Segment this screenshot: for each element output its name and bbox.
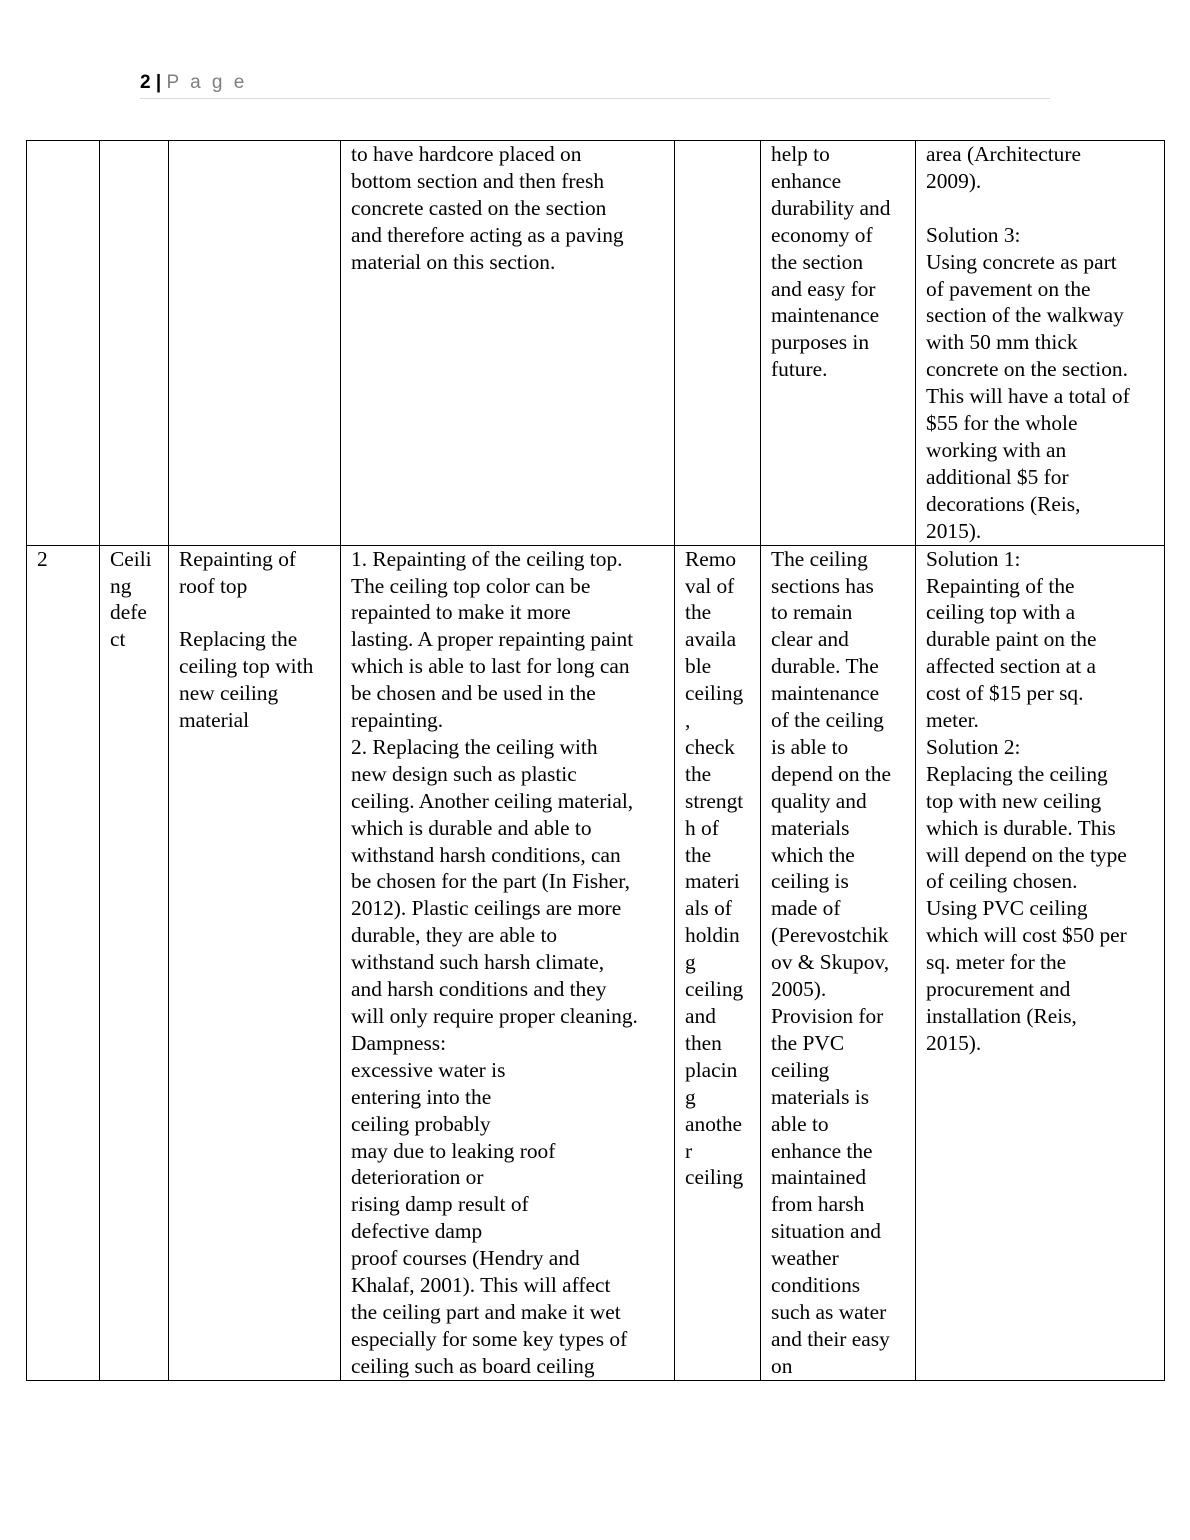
cell-description: to have hardcore placed on bottom section and then fresh concrete casted on the section and therefore acting as a paving material on this section. [341, 141, 675, 546]
page-label: P a g e [166, 72, 248, 93]
cell-procedure [675, 141, 761, 546]
page-number: 2 [140, 72, 151, 93]
cell-element [100, 141, 169, 546]
cell-benefits: The ceiling sections has to remain clear and durable. The maintenance of the ceiling is able to depend on the quality and materials which the ceiling is made of (Perevostchik ov & Skupov, 2005). Provision for the PVC ceiling materials is able to enhance the maintained from harsh situation and weather conditions such as water and their easy on [761, 545, 916, 1380]
cell-procedure: Remo val of the availa ble ceiling , check the strengt h of the materi als of holdin g ceiling and then placin g anothe r ceiling [675, 545, 761, 1380]
cell-description: 1. Repainting of the ceiling top. The ceiling top color can be repainted to make it more lasting. A proper repainting paint which is able to last for long can be chosen and be used in the repainting. 2. Replacing the ceiling with new design such as plastic ceiling. Another ceiling material, which is durable and able to withstand harsh conditions, can be chosen for the part (In Fisher, 2012). Plastic ceilings are more durable, they are able to withstand such harsh climate, and harsh conditions and they will only require proper cleaning. Dampness: excessive water is entering into the ceiling probably may due to leaking roof deterioration or rising damp result of defective damp proof courses (Hendry and Khalaf, 2001). This will affect the ceiling part and make it wet especially for some key types of ceiling such as board ceiling [341, 545, 675, 1380]
cell-benefits: help to enhance durability and economy of the section and easy for maintenance purposes in future. [761, 141, 916, 546]
table-row [27, 545, 1165, 1380]
page-separator: | [155, 72, 162, 93]
cell-element: Ceili ng defe ct [100, 545, 169, 1380]
cell-number: 2 [27, 545, 100, 1380]
page-header [140, 70, 1050, 99]
cell-solution: area (Architecture 2009). Solution 3: Using concrete as part of pavement on the section of the walkway with 50 mm thick concrete on the section. This will have a total of $55 for the whole working with an additional $5 for decorations (Reis, 2015). [916, 141, 1165, 546]
cell-options [169, 141, 341, 546]
defects-table [26, 140, 1165, 1381]
table-row [27, 141, 1165, 546]
cell-number [27, 141, 100, 546]
cell-solution: Solution 1: Repainting of the ceiling top with a durable paint on the affected section at a cost of $15 per sq. meter. Solution 2: Replacing the ceiling top with new ceiling which is durable. This will depend on the type of ceiling chosen. Using PVC ceiling which will cost $50 per sq. meter for the procurement and installation (Reis, 2015). [916, 545, 1165, 1380]
cell-options: Repainting of roof top Replacing the ceiling top with new ceiling material [169, 545, 341, 1380]
